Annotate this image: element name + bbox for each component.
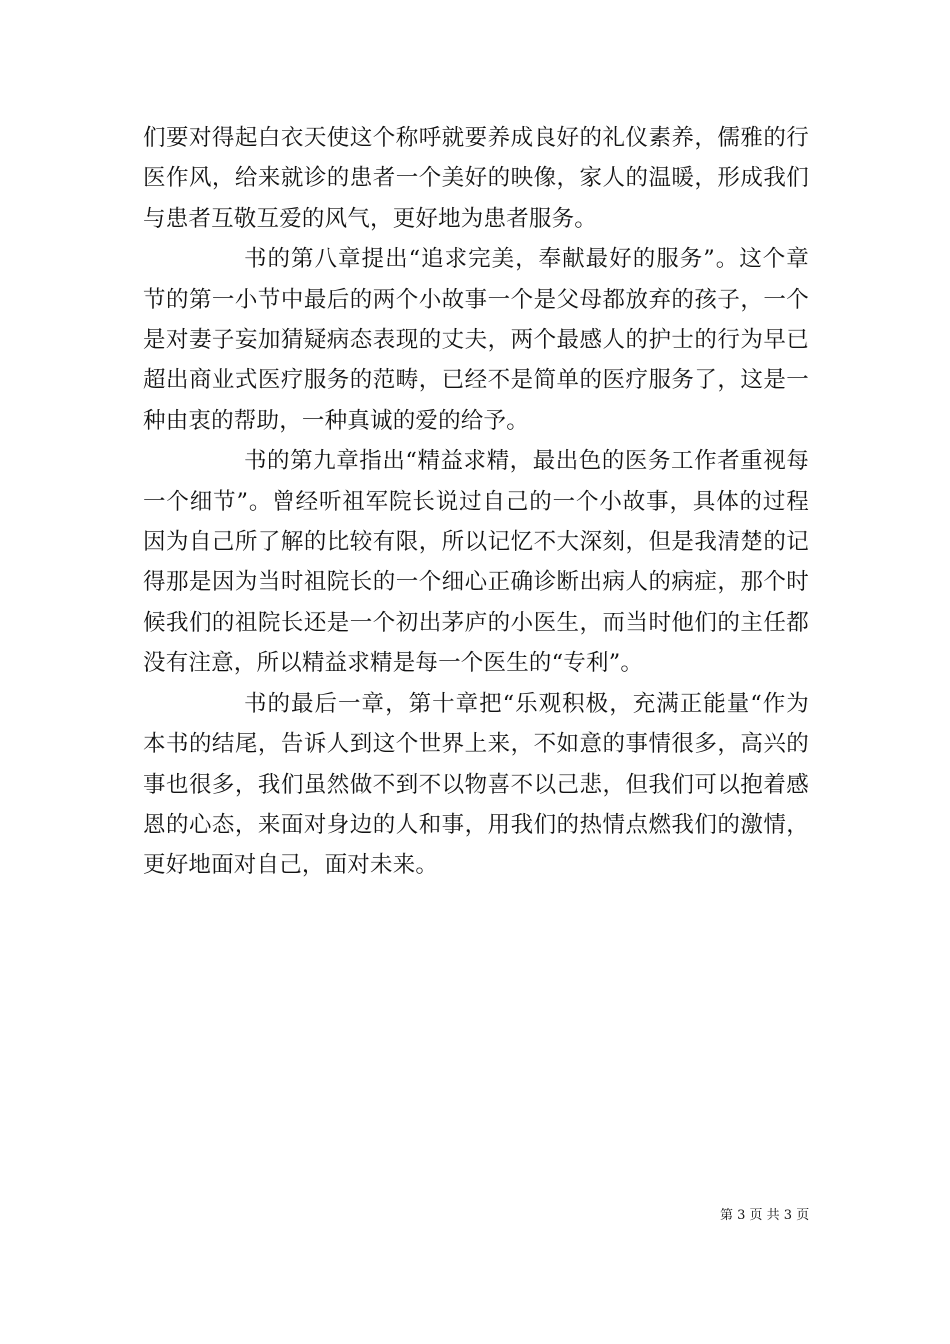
text-line: 书的第八章提出“追求完美，奉献最好的服务”。这个章: [244, 246, 809, 273]
text-line: 恩的心态，来面对身边的人和事，用我们的热情点燃我们的激情，: [143, 811, 809, 838]
text-line: 得那是因为当时祖院长的一个细心正确诊断出病人的病症，那个时: [143, 569, 809, 596]
text-line: 医作风，给来就诊的患者一个美好的映像，家人的温暖，形成我们: [143, 165, 809, 192]
text-line: 书的第九章指出“精益求精，最出色的医务工作者重视每: [244, 448, 809, 475]
text-line: 种由衷的帮助，一种真诚的爱的给予。: [143, 407, 529, 434]
text-line: 更好地面对自己，面对未来。: [143, 852, 439, 879]
page-number-footer: 第 3 页 共 3 页: [720, 1208, 810, 1223]
text-line: 们要对得起白衣天使这个称呼就要养成良好的礼仪素养，儒雅的行: [143, 125, 809, 151]
paragraph-3: [143, 441, 809, 683]
document-body: [143, 118, 809, 886]
paragraph-4: [143, 684, 809, 886]
text-line: 是对妻子妄加猜疑病态表现的丈夫，两个最感人的护士的行为早已: [143, 327, 809, 354]
text-line: 书的最后一章，第十章把“乐观积极，充满正能量“作为: [244, 690, 809, 717]
text-line: 没有注意，所以精益求精是每一个医生的“专利”。: [143, 650, 644, 677]
paragraph-2: [143, 239, 809, 441]
text-line: 与患者互敬互爱的风气，更好地为患者服务。: [143, 205, 598, 232]
paragraph-1: [143, 118, 809, 239]
text-line: 超出商业式医疗服务的范畴，已经不是简单的医疗服务了，这是一: [143, 367, 809, 394]
text-line: 事也很多，我们虽然做不到不以物喜不以己悲，但我们可以抱着感: [143, 771, 809, 798]
text-line: 因为自己所了解的比较有限，所以记忆不大深刻，但是我清楚的记: [143, 529, 809, 556]
text-line: 一个细节”。曾经听祖军院长说过自己的一个小故事，具体的过程: [143, 488, 809, 515]
text-line: 节的第一小节中最后的两个小故事一个是父母都放弃的孩子，一个: [143, 286, 809, 313]
text-line: 候我们的祖院长还是一个初出茅庐的小医生，而当时他们的主任都: [143, 609, 809, 636]
text-line: 本书的结尾，告诉人到这个世界上来，不如意的事情很多，高兴的: [143, 731, 809, 758]
